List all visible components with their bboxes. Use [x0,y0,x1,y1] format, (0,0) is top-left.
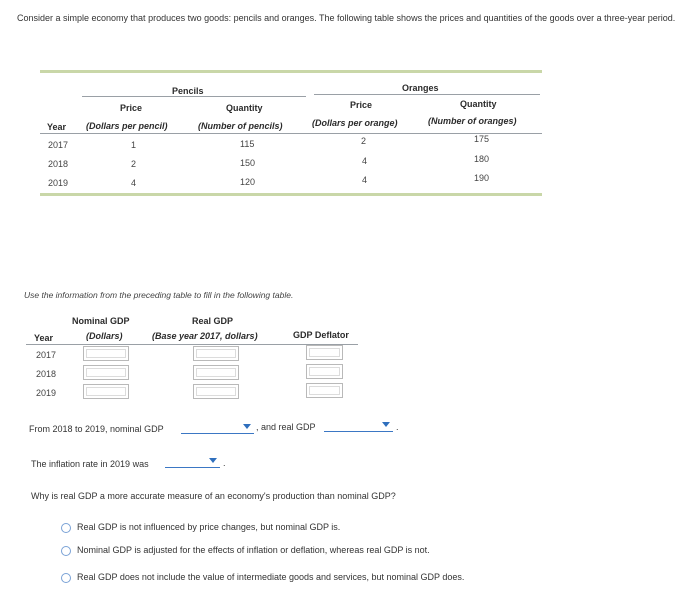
year-header: Year [47,122,67,132]
year-label: 2019 [36,388,57,398]
orange-price-cell: 2 [361,136,367,146]
radio-button[interactable] [61,546,71,556]
group-header-pencils: Pencils [172,86,204,96]
pencils-group-rule [82,96,306,97]
pencil-qty-cell: 150 [240,158,256,168]
year-cell: 2017 [48,140,69,150]
orange-qty-header: Quantity [460,99,497,109]
question-text: Why is real GDP a more accurate measure of an economy's production than nominal GDP? [31,491,396,501]
nominal-gdp-change-dropdown[interactable] [181,423,254,434]
radio-button[interactable] [61,523,71,533]
gdp-deflator-2017-input[interactable] [306,345,343,360]
chevron-down-icon [243,424,251,429]
group-header-oranges: Oranges [402,83,439,93]
table-top-bar [40,70,542,73]
pencil-qty-unit: (Number of pencils) [198,121,283,131]
year-label: 2017 [36,350,57,360]
pencil-price-cell: 2 [131,159,137,169]
gdp-deflator-2018-input[interactable] [306,364,343,379]
year-header-2: Year [34,333,54,343]
pencil-qty-cell: 115 [240,139,255,149]
orange-qty-unit: (Number of oranges) [428,116,517,126]
real-gdp-unit: (Base year 2017, dollars) [152,331,258,341]
chevron-down-icon [209,458,217,463]
pencil-qty-cell: 120 [240,177,256,187]
pencil-price-header: Price [120,103,143,113]
real-gdp-change-text: , and real GDP [256,422,316,432]
real-gdp-header: Real GDP [192,316,234,326]
orange-price-cell: 4 [362,175,368,185]
nominal-gdp-2019-input[interactable] [83,384,129,399]
year-label: 2018 [36,369,57,379]
oranges-group-rule [314,94,540,95]
pencil-price-unit: (Dollars per pencil) [86,121,168,131]
option-label: Real GDP does not include the value of intermediate goods and services, but nominal GDP does. [77,572,465,582]
year-cell: 2019 [48,178,69,188]
nominal-gdp-2018-input[interactable] [83,365,129,380]
sentence-period: . [396,422,399,432]
radio-button[interactable] [61,573,71,583]
orange-price-cell: 4 [362,156,368,166]
nominal-gdp-2017-input[interactable] [83,346,129,361]
year-cell: 2018 [48,159,69,169]
orange-qty-cell: 190 [474,173,490,183]
inflation-rate-dropdown[interactable] [165,457,220,468]
problem-intro: Consider a simple economy that produces two goods: pencils and oranges. The following table shows the prices and quantities of the goods over a three-year period. [17,13,676,23]
option-label: Nominal GDP is adjusted for the effects of inflation or deflation, whereas real GDP is not. [77,545,430,555]
pencil-qty-header: Quantity [226,103,263,113]
option-label: Real GDP is not influenced by price changes, but nominal GDP is. [77,522,341,532]
orange-qty-cell: 180 [474,154,490,164]
gdp-deflator-header: GDP Deflator [293,330,349,340]
inflation-rate-text: The inflation rate in 2019 was [31,459,149,469]
real-gdp-2018-input[interactable] [193,365,239,380]
pencil-price-cell: 4 [131,178,137,188]
real-gdp-2017-input[interactable] [193,346,239,361]
real-gdp-change-dropdown[interactable] [324,421,393,432]
fill-instruction: Use the information from the preceding table to fill in the following table. [24,290,294,300]
gdp-deflator-2019-input[interactable] [306,383,343,398]
header-rule [40,133,542,134]
chevron-down-icon [382,422,390,427]
nominal-gdp-header: Nominal GDP [72,316,130,326]
sentence-period-2: . [223,458,226,468]
pencil-price-cell: 1 [131,140,137,150]
orange-price-header: Price [350,100,373,110]
table-bottom-bar [40,193,542,196]
orange-price-unit: (Dollars per orange) [312,118,398,128]
real-gdp-2019-input[interactable] [193,384,239,399]
nominal-gdp-unit: (Dollars) [86,331,123,341]
nominal-gdp-change-text: From 2018 to 2019, nominal GDP [29,424,164,434]
orange-qty-cell: 175 [474,134,490,144]
